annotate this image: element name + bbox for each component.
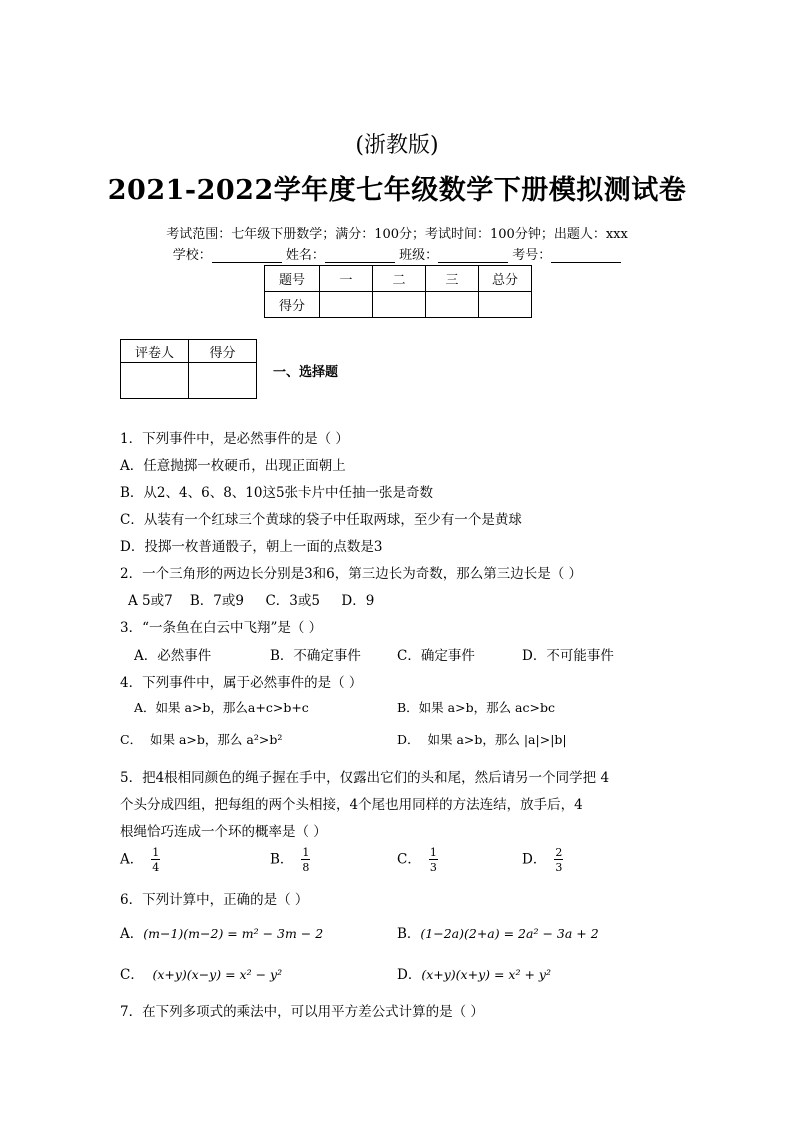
exam-number-blank[interactable] xyxy=(551,249,621,263)
exam-info: 考试范围：七年级下册数学；满分：100分；考试时间：100分钟；出题人：xxx xyxy=(166,227,628,242)
fraction-numerator: 1 xyxy=(302,846,310,859)
fraction-denominator: 8 xyxy=(302,861,310,874)
question-6-option-c xyxy=(120,963,282,983)
grader-table xyxy=(120,339,257,399)
grader-header-cell: 评卷人 xyxy=(121,340,189,363)
question-4-option-c: C． 如果 a>b，那么 a²>b² xyxy=(120,732,283,747)
score-header-cell: 一 xyxy=(320,266,373,292)
fraction-denominator: 4 xyxy=(152,861,160,874)
question-5-option-d xyxy=(522,847,563,873)
student-info-line xyxy=(0,244,794,263)
question-4-option-a: A．如果 a>b，那么a+c>b+c xyxy=(134,700,309,715)
option-label: D． xyxy=(397,967,422,983)
section-title: 一、选择题 xyxy=(273,365,339,380)
class-blank[interactable] xyxy=(438,249,508,263)
grader-header-cell: 得分 xyxy=(189,340,257,363)
name-label: 姓名： xyxy=(285,248,325,263)
grader-cell[interactable] xyxy=(121,363,189,399)
score-header-cell: 总分 xyxy=(479,266,532,292)
question-3-stem: 3．“一条鱼在白云中飞翔”是（ ） xyxy=(120,620,323,636)
option-label: C． xyxy=(120,967,144,983)
option-label: B． xyxy=(397,926,421,942)
question-5-line-3: 根绳恰巧连成一个环的概率是（ ） xyxy=(120,824,327,840)
question-1-option-c: C．从装有一个红球三个黄球的袋子中任取两球，至少有一个是黄球 xyxy=(120,512,522,528)
question-4-stem: 4．下列事件中，属于必然事件的是（ ） xyxy=(120,675,363,691)
score-table xyxy=(264,265,532,318)
question-1-option-d: D．投掷一枚普通骰子，朝上一面的点数是3 xyxy=(120,539,383,555)
question-2-stem: 2．一个三角形的两边长分别是3和6，第三边长为奇数，那么第三边长是（ ） xyxy=(120,566,583,582)
option-label: B． xyxy=(270,851,294,868)
score-cell[interactable] xyxy=(426,292,479,318)
fraction-numerator: 2 xyxy=(555,846,563,859)
option-label: C． xyxy=(397,851,421,868)
score-cell[interactable] xyxy=(320,292,373,318)
score-header-cell: 题号 xyxy=(265,266,320,292)
question-4-option-b: B．如果 a>b，那么 ac>bc xyxy=(397,700,555,715)
option-label: A． xyxy=(120,851,144,868)
question-6-option-b xyxy=(397,922,599,942)
question-3-option-b: B．不确定事件 xyxy=(270,648,361,664)
question-5-line-2: 个头分成四组，把每组的两个头相接，4个尾也用同样的方法连结，放手后，4 xyxy=(120,797,583,813)
score-cell[interactable] xyxy=(373,292,426,318)
question-5-option-c xyxy=(397,847,438,873)
exam-title: 2021-2022学年度七年级数学下册模拟测试卷 xyxy=(107,175,687,206)
formula: (x+y)(x−y) = x² − y² xyxy=(152,967,283,982)
score-header-cell: 二 xyxy=(373,266,426,292)
question-6-stem: 6．下列计算中，正确的是（ ） xyxy=(120,892,309,908)
fraction xyxy=(151,847,160,873)
question-3-option-c: C．确定事件 xyxy=(397,648,475,664)
question-5-line-1: 5．把4根相同颜色的绳子握在手中，仅露出它们的头和尾，然后请另一个同学把 4 xyxy=(120,770,610,786)
score-row-label: 得分 xyxy=(265,292,320,318)
option-label: D． xyxy=(522,851,547,868)
school-label: 学校： xyxy=(172,248,212,263)
question-5-option-a xyxy=(120,847,160,873)
fraction xyxy=(554,847,563,873)
question-4-option-d: D． 如果 a>b，那么 |a|>|b| xyxy=(397,732,567,747)
question-1-option-b: B．从2、4、6、8、10这5张卡片中任抽一张是奇数 xyxy=(120,485,434,501)
question-2-options: A 5或7 B．7或9 C．3或5 D．9 xyxy=(128,593,375,609)
option-label: A． xyxy=(120,926,144,942)
fraction-denominator: 3 xyxy=(555,861,563,874)
grader-score-cell[interactable] xyxy=(189,363,257,399)
score-cell[interactable] xyxy=(479,292,532,318)
class-label: 班级： xyxy=(399,248,439,263)
exam-number-label: 考号： xyxy=(512,248,552,263)
edition-label: (浙教版) xyxy=(355,133,439,158)
question-7-stem: 7．在下列多项式的乘法中，可以用平方差公式计算的是（ ） xyxy=(120,1004,484,1020)
question-6-option-a xyxy=(120,922,323,942)
fraction-numerator: 1 xyxy=(429,846,437,859)
question-1-option-a: A．任意抛掷一枚硬币，出现正面朝上 xyxy=(120,458,346,474)
question-1-stem: 1．下列事件中，是必然事件的是（ ） xyxy=(120,431,349,447)
fraction-numerator: 1 xyxy=(152,846,160,859)
fraction xyxy=(429,847,438,873)
formula: (m−1)(m−2) = m² − 3m − 2 xyxy=(143,926,324,941)
question-5-option-b xyxy=(270,847,310,873)
question-3-option-d: D．不可能事件 xyxy=(522,648,614,664)
fraction-denominator: 3 xyxy=(429,861,437,874)
score-header-cell: 三 xyxy=(426,266,479,292)
question-3-option-a: A．必然事件 xyxy=(134,648,212,664)
name-blank[interactable] xyxy=(325,249,395,263)
school-blank[interactable] xyxy=(212,249,282,263)
question-6-option-d xyxy=(397,963,551,983)
fraction xyxy=(301,847,310,873)
formula: (1−2a)(2+a) = 2a² − 3a + 2 xyxy=(420,926,599,941)
formula: (x+y)(x+y) = x² + y² xyxy=(421,967,551,982)
